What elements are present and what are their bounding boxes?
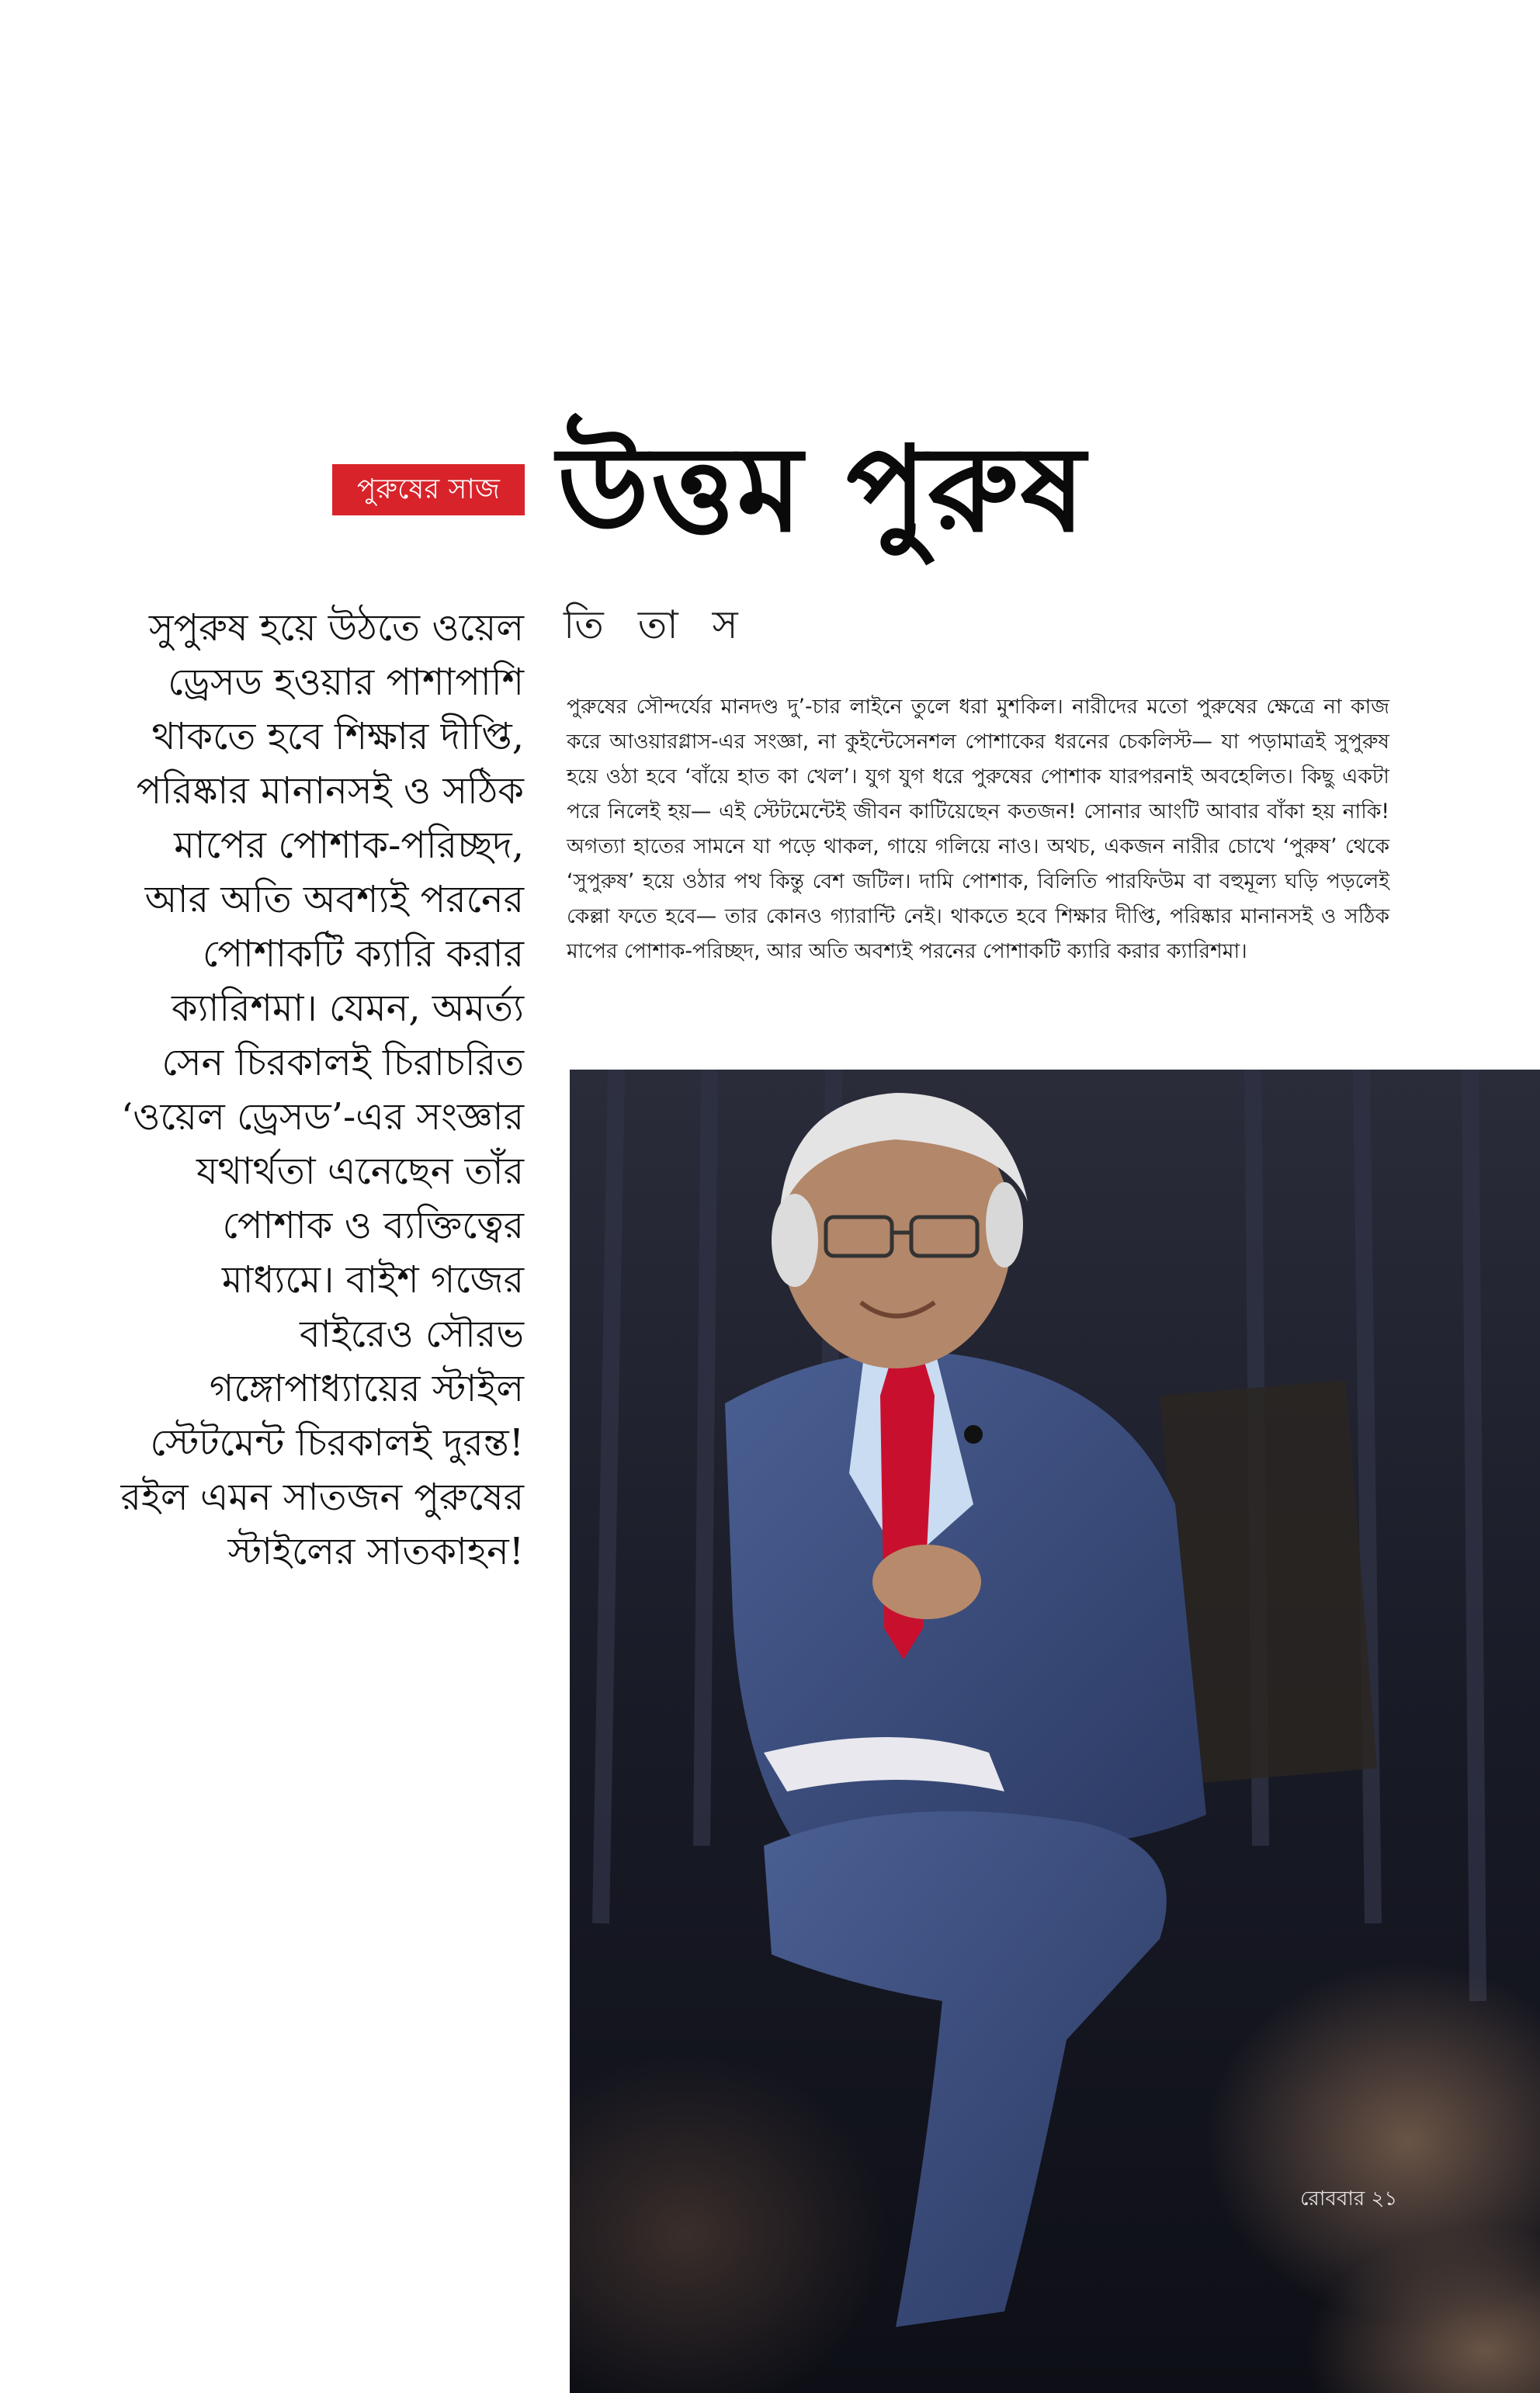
section-tag: পুরুষের সাজ bbox=[332, 464, 525, 515]
intro-paragraph: পুরুষের সৌন্দর্যের মানদণ্ড দু’-চার লাইনে তুলে ধরা মুশকিল। নারীদের মতো পুরুষের ক্ষেত্রে না কাজ করে আওয়ারগ্লাস-এর সংজ্ঞা, না কুইন্টেসেনশল পোশাকের ধরনের চেকলিস্ট— যা পড়ামাত্রই সুপুরুষ হয়ে ওঠা হবে ‘বাঁয়ে হাত কা খেল’। যুগ যুগ ধরে পুরুষের পোশাক যারপরনাই অবহেলিত। কিছু একটা পরে নিলেই হয়— এই স্টেটমেন্টেই জীবন কাটিয়েছেন কতজন! সোনার আংটি আবার বাঁকা হয় নাকি! অগত্যা হাতের সামনে যা পড়ে থাকল, গায়ে গলিয়ে নাও। অথচ, একজন নারীর চোখে ‘পুরুষ’ থেকে ‘সুপুরুষ’ হয়ে ওঠার পথ কিন্তু বেশ জটিল। দামি পোশাক, বিলিতি পারফিউম বা বহুমূল্য ঘড়ি পড়লেই কেল্লা ফতে হবে— তার কোনও গ্যারান্টি নেই। থাকতে হবে শিক্ষার দীপ্তি, পরিষ্কার মানানসই ও সঠিক মাপের পোশাক-পরিচ্ছদ, আর অতি অবশ্যই পরনের পোশাকটি ক্যারি করার ক্যারিশমা। bbox=[567, 695, 1389, 963]
page-folio: রোববার ২১ bbox=[1300, 2187, 1398, 2211]
standfirst: সুপুরুষ হয়ে উঠতে ওয়েল ড্রেসড হওয়ার পাশাপাশি থাকতে হবে শিক্ষার দীপ্তি, পরিষ্কার মানানসই ও সঠিক মাপের পোশাক-পরিচ্ছদ, আর অতি অবশ্যই পরনের পোশাকটি ক্যারি করার ক্যারিশমা। যেমন, অমর্ত্য সেন চিরকালই চিরাচরিত ‘ওয়েল ড্রেসড’-এর সংজ্ঞার যথার্থতা এনেছেন তাঁর পোশাক ও ব্যক্তিত্বের মাধ্যমে। বাইশ গজের বাইরেও সৌরভ গঙ্গোপাধ্যায়ের স্টাইল স্টেটমেন্ট চিরকালই দুরন্ত! রইল এমন সাতজন পুরুষের স্টাইলের সাতকাহন! bbox=[120, 606, 524, 1573]
byline: তি তা স bbox=[564, 602, 749, 647]
headline: উত্তম পুরুষ bbox=[557, 419, 1087, 558]
